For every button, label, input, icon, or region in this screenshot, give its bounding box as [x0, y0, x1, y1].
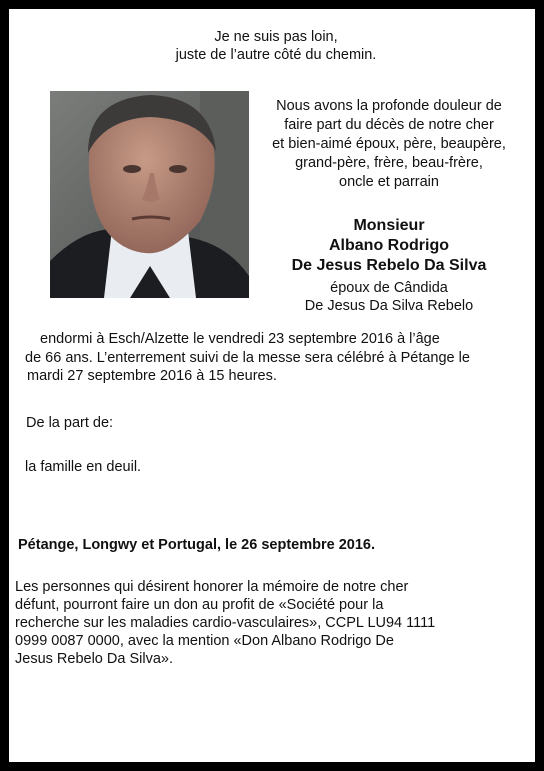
details-line-1: endormi à Esch/Alzette le vendredi 23 septembre 2016 à l’âge: [40, 331, 440, 347]
details-line-3: mardi 27 septembre 2016 à 15 heures.: [27, 368, 277, 384]
donation-paragraph: [15, 578, 525, 668]
deceased-name: [262, 216, 516, 276]
donation-line-3: recherche sur les maladies cardio-vasculaires», CCPL LU94 1111: [15, 615, 436, 631]
obituary-page: [9, 9, 535, 762]
epigraph-line-1: Je ne suis pas loin,: [214, 29, 338, 45]
announcement: [262, 97, 516, 192]
announcement-line-1: Nous avons la profonde douleur de: [276, 98, 502, 114]
donation-line-1: Les personnes qui désirent honorer la mémoire de notre cher: [15, 579, 409, 595]
name-line-1: Albano Rodrigo: [329, 237, 449, 254]
epigraph-line-2: juste de l’autre côté du chemin.: [175, 47, 377, 63]
announcement-line-3: et bien-aimé époux, père, beaupère,: [272, 136, 506, 152]
donation-line-5: Jesus Rebelo Da Silva».: [15, 651, 173, 667]
donation-line-4: 0999 0087 0000, avec la mention «Don Albano Rodrigo De: [15, 633, 394, 649]
place-date: Pétange, Longwy et Portugal, le 26 septembre 2016.: [18, 537, 375, 553]
details-paragraph: [25, 330, 530, 386]
spouse-line-2: De Jesus Da Silva Rebelo: [304, 298, 474, 314]
epigraph: [9, 28, 535, 64]
name-line-2: De Jesus Rebelo Da Silva: [291, 257, 487, 274]
details-line-2: de 66 ans. L’enterrement suivi de la messe sera célébré à Pétange le: [25, 349, 470, 366]
announcement-line-4: grand-père, frère, beau-frère,: [295, 155, 483, 171]
donation-line-2: défunt, pourront faire un don au profit de «Société pour la: [15, 597, 384, 613]
spouse: [262, 279, 516, 315]
portrait-photo: [50, 91, 249, 298]
from-label: De la part de:: [26, 415, 114, 431]
announcement-line-5: oncle et parrain: [339, 174, 439, 190]
announcement-line-2: faire part du décès de notre cher: [284, 117, 494, 133]
spouse-line-1: époux de Cândida: [330, 280, 448, 296]
portrait-image: [50, 91, 249, 298]
honorific: Monsieur: [353, 217, 425, 234]
from-value: la famille en deuil.: [25, 459, 142, 475]
